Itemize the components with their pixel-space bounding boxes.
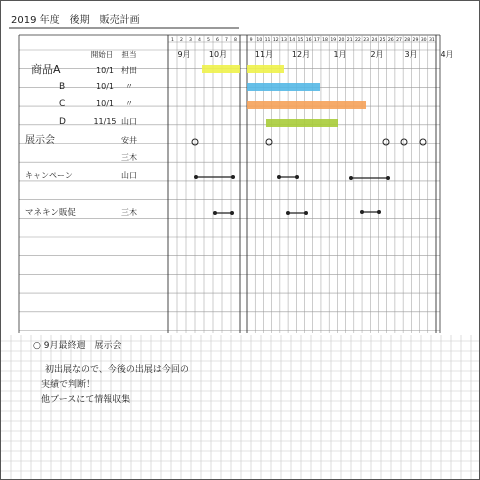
week-number: 2 — [180, 38, 183, 43]
exhibition-circle-marker — [383, 139, 389, 145]
week-number: 12 — [272, 38, 279, 43]
month-label: 10月 — [208, 50, 228, 59]
row-owner: 〃 — [125, 82, 133, 91]
week-number: 20 — [338, 38, 345, 43]
mannequin-line-start-dot — [360, 210, 364, 214]
week-number: 6 — [216, 38, 219, 43]
campaign-line-end-dot — [386, 176, 390, 180]
bar-product-a-left — [202, 65, 240, 73]
row-owner: 山口 — [121, 171, 137, 180]
start-date-header: 開始日 — [90, 50, 114, 59]
exhibition-circle-marker — [420, 139, 426, 145]
month-label: 1月 — [333, 50, 347, 59]
week-number: 8 — [234, 38, 237, 43]
row-owner: 〃 — [125, 99, 133, 108]
week-number: 5 — [207, 38, 210, 43]
row-label: 展示会 — [25, 135, 55, 146]
week-number: 16 — [305, 38, 312, 43]
row-start-date: 10/1 — [96, 99, 114, 108]
mannequin-line-start-dot — [286, 211, 290, 215]
row-owner: 山口 — [121, 117, 137, 126]
mannequin-line-end-dot — [304, 211, 308, 215]
month-label: 2月 — [370, 50, 384, 59]
week-number: 4 — [198, 38, 201, 43]
exhibition-circle-marker — [401, 139, 407, 145]
planner-sheet — [1, 1, 480, 480]
week-number: 21 — [346, 38, 353, 43]
month-label: 3月 — [404, 50, 418, 59]
week-number: 9 — [249, 38, 253, 43]
row-owner: 三木 — [121, 208, 137, 217]
month-label: 11月 — [254, 50, 274, 59]
bar-product-b — [247, 83, 320, 91]
week-number: 10 — [256, 38, 263, 43]
week-number: 23 — [363, 38, 370, 43]
week-number: 15 — [297, 38, 304, 43]
row-label: D — [59, 117, 66, 127]
week-number: 1 — [171, 38, 174, 43]
owner-header: 担当 — [121, 50, 137, 59]
row-start-date: 10/1 — [96, 66, 114, 75]
row-label: キャンペーン — [25, 171, 73, 180]
row-start-date: 10/1 — [96, 82, 114, 91]
week-number: 29 — [412, 38, 419, 43]
row-label: B — [59, 82, 66, 92]
month-label: 4月 — [440, 50, 454, 59]
row-owner: 村田 — [121, 66, 137, 75]
week-number: 19 — [330, 38, 337, 43]
week-number: 18 — [322, 38, 328, 43]
week-number: 11 — [264, 38, 271, 43]
week-number: 3 — [189, 38, 192, 43]
week-number: 14 — [289, 38, 296, 43]
week-number: 26 — [387, 38, 394, 43]
exhibition-circle-marker — [266, 139, 272, 145]
bar-product-a-right — [247, 65, 284, 73]
row-label: マネキン販促 — [25, 208, 76, 218]
week-number: 30 — [420, 38, 427, 43]
row-owner: 三木 — [121, 153, 137, 162]
week-number: 27 — [396, 38, 402, 43]
week-number: 25 — [379, 38, 386, 43]
row-label: 商品A — [31, 63, 61, 76]
bar-product-d — [266, 119, 338, 127]
notes-heading: ○ 9月最終週 展示会 — [33, 341, 122, 351]
week-number: 24 — [371, 38, 378, 43]
row-owner: 安井 — [121, 136, 137, 145]
notes-line: 初出展なので、今後の出展は今回の — [45, 365, 189, 375]
month-label: 9月 — [177, 50, 191, 59]
week-number: 17 — [313, 38, 320, 43]
mannequin-line-end-dot — [230, 211, 234, 215]
bar-product-c — [247, 101, 366, 109]
mannequin-line-end-dot — [377, 210, 381, 214]
notes-line: 実績で判断！ — [41, 380, 96, 390]
month-label: 12月 — [291, 50, 311, 59]
row-start-date: 11/15 — [93, 117, 117, 126]
page-title: 2019 年度 後期 販売計画 — [11, 15, 140, 26]
week-number: 28 — [404, 38, 411, 43]
week-number: 31 — [428, 38, 435, 43]
campaign-line-start-dot — [349, 176, 353, 180]
campaign-line-end-dot — [231, 175, 235, 179]
week-number: 22 — [355, 38, 361, 43]
row-label: C — [59, 99, 66, 109]
campaign-line-start-dot — [277, 175, 281, 179]
campaign-line-start-dot — [194, 175, 198, 179]
mannequin-line-start-dot — [213, 211, 217, 215]
week-number: 13 — [281, 38, 287, 43]
campaign-line-end-dot — [295, 175, 299, 179]
notes-line: 他ブースにて情報収集 — [41, 395, 131, 405]
week-number: 7 — [225, 38, 228, 43]
